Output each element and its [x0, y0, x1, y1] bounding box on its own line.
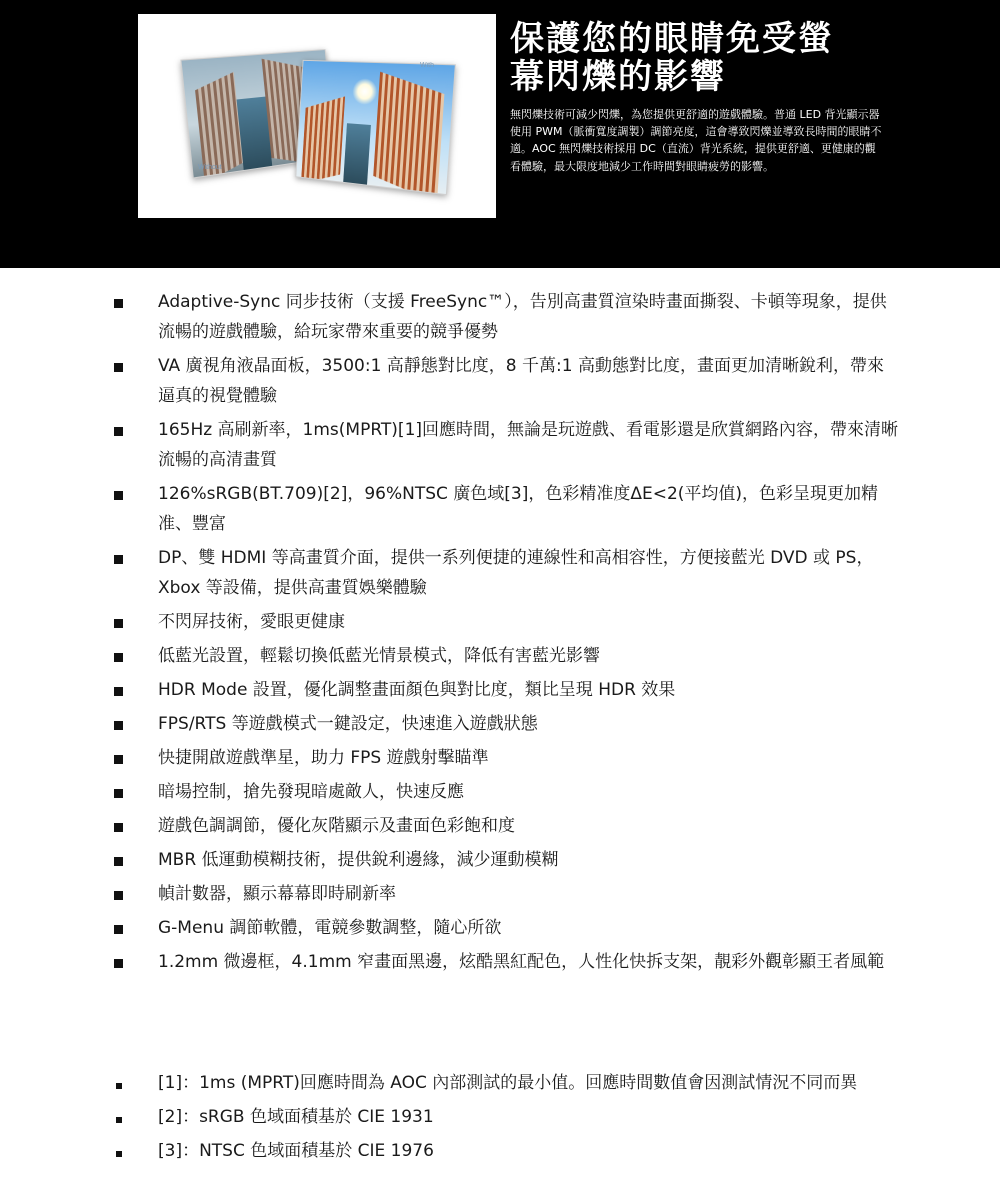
feature-text: 126%sRGB(BT.709)[2]，96%NTSC 廣色域[3]，色彩精准度ΔE<2(平均值)，色彩呈現更加精准、豐富 — [158, 484, 879, 534]
top-banner — [0, 0, 1000, 268]
feature-text: 幀計數器，顯示幕幕即時刷新率 — [158, 884, 396, 904]
list-item — [110, 641, 900, 671]
list-item — [110, 415, 900, 475]
list-item — [110, 845, 900, 875]
square-bullet-icon — [114, 653, 123, 662]
list-item — [110, 811, 900, 841]
banner-headline — [510, 20, 910, 96]
footnote-text: [3]：NTSC 色域面積基於 CIE 1976 — [158, 1141, 434, 1161]
square-bullet-icon — [114, 891, 123, 900]
square-bullet-icon — [114, 823, 123, 832]
list-item — [110, 947, 900, 977]
label-without: Without — [198, 164, 222, 171]
list-item — [110, 287, 900, 347]
square-bullet-icon — [114, 721, 123, 730]
square-bullet-icon — [114, 363, 123, 372]
square-bullet-icon — [114, 857, 123, 866]
feature-text: G-Menu 調節軟體，電競參數調整，隨心所欲 — [158, 918, 502, 938]
list-item — [110, 543, 900, 603]
footnote-item — [110, 1102, 900, 1132]
feature-text: 不閃屏技術，愛眼更健康 — [158, 612, 345, 632]
small-square-bullet-icon — [116, 1151, 122, 1157]
feature-text: 暗場控制，搶先發現暗處敵人，快速反應 — [158, 782, 464, 802]
list-item — [110, 879, 900, 909]
square-bullet-icon — [114, 619, 123, 628]
list-item — [110, 743, 900, 773]
with-flicker-free-photo — [295, 60, 456, 195]
footnote-item — [110, 1136, 900, 1166]
feature-text: 165Hz 高刷新率，1ms(MPRT)[1]回應時間，無論是玩遊戲、看電影還是欣賞網路內容，帶來清晰流暢的高清畫質 — [158, 420, 899, 470]
list-item — [110, 777, 900, 807]
banner-description: 無閃爍技術可減少閃爍，為您提供更舒適的遊戲體驗。普通 LED 背光顯示器使用 PWM（脈衝寬度調製）調節亮度，這會導致閃爍並導致長時間的眼睛不適。AOC 無閃爍技術採用 DC（直流）背光系統，提供更舒適、更健康的觀看體驗，最大限度地減少工作時間對眼睛疲勞的影響。 — [510, 108, 882, 173]
footnote-text: [1]：1ms (MPRT)回應時間為 AOC 內部測試的最小值。回應時間數值會因測試情況不同而異 — [158, 1073, 858, 1093]
footnote-text: [2]：sRGB 色域面積基於 CIE 1931 — [158, 1107, 434, 1127]
feature-text: 遊戲色調調節，優化灰階顯示及畫面色彩飽和度 — [158, 816, 515, 836]
list-item — [110, 709, 900, 739]
square-bullet-icon — [114, 925, 123, 934]
feature-text: FPS/RTS 等遊戲模式一鍵設定，快速進入遊戲狀態 — [158, 714, 538, 734]
feature-text: MBR 低運動模糊技術，提供銳利邊緣，減少運動模糊 — [158, 850, 559, 870]
square-bullet-icon — [114, 755, 123, 764]
square-bullet-icon — [114, 789, 123, 798]
list-item — [110, 607, 900, 637]
feature-text: VA 廣視角液晶面板，3500:1 高靜態對比度，8 千萬:1 高動態對比度，畫面更加清晰銳利，帶來逼真的視覺體驗 — [158, 356, 884, 406]
feature-text: 低藍光設置，輕鬆切換低藍光情景模式，降低有害藍光影響 — [158, 646, 600, 666]
list-item — [110, 913, 900, 943]
footnote-item — [110, 1068, 900, 1098]
feature-text: HDR Mode 設置，優化調整畫面顏色與對比度，類比呈現 HDR 效果 — [158, 680, 676, 700]
square-bullet-icon — [114, 555, 123, 564]
footnote-list — [110, 1068, 900, 1170]
feature-text: DP、雙 HDMI 等高畫質介面，提供一系列便捷的連線性和高相容性，方便接藍光 DVD 或 PS，Xbox 等設備，提供高畫質娛樂體驗 — [158, 548, 874, 598]
square-bullet-icon — [114, 959, 123, 968]
feature-text: 1.2mm 微邊框，4.1mm 窄畫面黑邊，炫酷黑紅配色，人性化快拆支架，靚彩外觀彰顯王者風範 — [158, 952, 885, 972]
list-item — [110, 479, 900, 539]
sun-icon — [352, 78, 378, 105]
list-item — [110, 675, 900, 705]
square-bullet-icon — [114, 299, 123, 308]
headline-line-2: 幕閃爍的影響 — [510, 57, 726, 97]
square-bullet-icon — [114, 687, 123, 696]
feature-text: Adaptive-Sync 同步技術（支援 FreeSync™），告別高畫質渲染時畫面撕裂、卡頓等現象，提供流暢的遊戲體驗，給玩家帶來重要的競爭優勢 — [158, 292, 887, 342]
square-bullet-icon — [114, 491, 123, 500]
list-item — [110, 351, 900, 411]
flicker-comparison-illustration — [138, 14, 496, 218]
small-square-bullet-icon — [116, 1083, 122, 1089]
square-bullet-icon — [114, 427, 123, 436]
feature-list — [110, 287, 900, 981]
headline-line-1: 保護您的眼睛免受螢 — [510, 19, 834, 59]
small-square-bullet-icon — [116, 1117, 122, 1123]
label-with: With — [420, 62, 434, 69]
feature-text: 快捷開啟遊戲準星，助力 FPS 遊戲射擊瞄準 — [158, 748, 489, 768]
